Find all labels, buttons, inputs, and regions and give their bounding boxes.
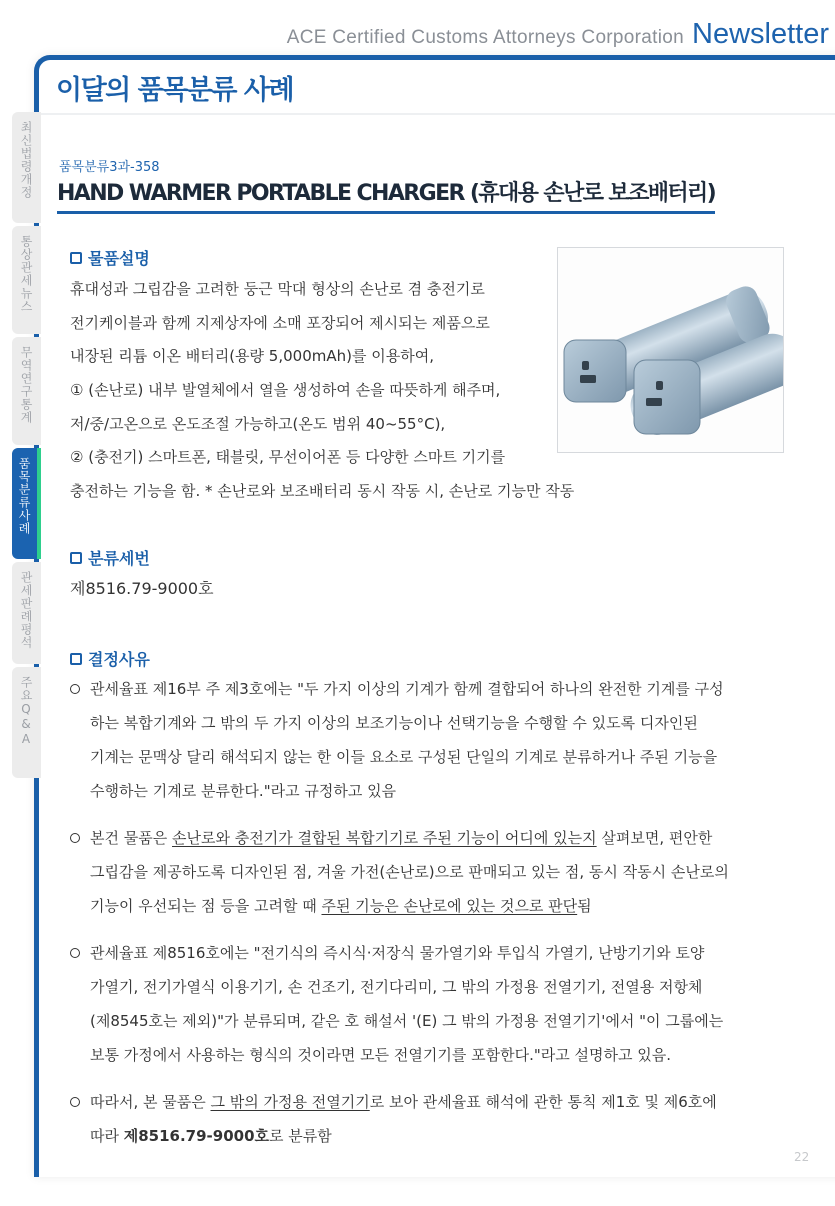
reason-line: 하는 복합기계와 그 밖의 두 가지 이상의 보조기능이나 선택기능을 수행할 수 있도록 디자인된 — [90, 714, 698, 732]
page-number: 22 — [794, 1150, 810, 1164]
reason-item — [70, 1085, 790, 1153]
reason-line: 그립감을 제공하도록 디자인된 점, 겨울 가전(손난로)으로 판매되고 있는 점, 동시 작동시 손난로의 — [90, 863, 729, 881]
reason-item — [70, 672, 790, 808]
product-photo — [557, 247, 784, 453]
product-title: HAND WARMER PORTABLE CHARGER (휴대용 손난로 보조배터리) — [57, 176, 715, 214]
reason-item — [70, 821, 790, 923]
square-bullet-icon — [70, 252, 82, 264]
circle-bullet-icon — [70, 684, 80, 694]
circle-bullet-icon — [70, 1097, 80, 1107]
square-bullet-icon — [70, 552, 82, 564]
circle-bullet-icon — [70, 833, 80, 843]
page-title: 이달의 품목분류 사례 — [56, 75, 294, 106]
side-tab-trade-research[interactable] — [12, 337, 41, 445]
reason-line: 보통 가정에서 사용하는 형식의 것이라면 모든 전열기기를 포함한다."라고 설명하고 있음. — [90, 1046, 671, 1064]
circle-bullet-icon — [70, 948, 80, 958]
description-line: ② (충전기) 스마트폰, 태블릿, 무선이어폰 등 다양한 스마트 기기를 — [70, 448, 506, 467]
newsletter-label: Newsletter — [692, 18, 829, 50]
org-name: ACE Certified Customs Attorneys Corporation — [286, 27, 684, 48]
description-line: 충전하는 기능을 함. * 손난로와 보조배터리 동시 작동 시, 손난로 기능만 작동 — [70, 482, 575, 501]
underlined-phrase: 손난로와 충전기가 결합된 복합기기로 주된 기능이 어디에 있는지 — [172, 829, 597, 847]
reason-line: 기능이 우선되는 점 등을 고려할 때 주된 기능은 손난로에 있는 것으로 판단됨 — [90, 897, 592, 915]
side-tab-trade-news[interactable] — [12, 226, 41, 334]
reason-line: 기계는 문맥상 달리 해석되지 않는 한 이들 요소로 구성된 단일의 기계로 분류하거나 주된 기능을 — [90, 748, 718, 766]
underlined-phrase: 그 밖의 가정용 전열기기 — [210, 1093, 370, 1111]
reason-line: 가열기, 전기가열식 이용기기, 손 건조기, 전기다리미, 그 밖의 가정용 전열기기, 전열용 저항체 — [90, 978, 703, 996]
product-description — [70, 273, 574, 509]
side-tab-label: 주요Q&A — [19, 676, 33, 747]
section-reasons-heading: 결정사유 — [70, 647, 150, 670]
reason-line: 본건 물품은 손난로와 충전기가 결합된 복합기기로 주된 기능이 어디에 있는지 살펴보면, 편안한 — [90, 829, 713, 847]
description-line: ① (손난로) 내부 발열체에서 열을 생성하여 손을 따뜻하게 해주며, — [70, 381, 501, 400]
reason-line: 관세율표 제8516호에는 "전기식의 즉시식·저장식 물가열기와 투입식 가열기, 난방기기와 토양 — [90, 944, 705, 962]
section-classification-heading: 분류세번 — [70, 546, 150, 569]
description-line: 내장된 리튬 이온 배터리(용량 5,000mAh)를 이용하여, — [70, 347, 434, 366]
case-number: 품목분류3과-358 — [59, 160, 160, 175]
reasons-list — [70, 672, 790, 1166]
bold-hs-code: 제8516.79-9000호 — [123, 1127, 270, 1145]
side-tab-label: 품목분류사례 — [17, 457, 31, 535]
side-tab-label: 관세판례평석 — [19, 571, 33, 649]
reason-line: (제8545호는 제외)"가 분류되며, 같은 호 해설서 '(E) 그 밖의 가정용 전열기기'에서 "이 그룹에는 — [90, 1012, 724, 1030]
reason-line: 수행하는 기계로 분류한다."라고 규정하고 있음 — [90, 782, 397, 800]
newsletter-header — [287, 18, 829, 51]
side-tab-case-law[interactable] — [12, 562, 41, 664]
reason-line: 관세율표 제16부 주 제3호에는 "두 가지 이상의 기계가 함께 결합되어 하나의 완전한 기계를 구성 — [90, 680, 724, 698]
side-tab-label: 통상관세뉴스 — [19, 235, 33, 313]
side-tab-label: 무역연구통계 — [19, 346, 33, 424]
description-line: 전기케이블과 함께 지제상자에 소매 포장되어 제시되는 제품으로 — [70, 313, 490, 332]
side-tab-classification-cases[interactable] — [12, 448, 41, 559]
reason-line: 따라서, 본 물품은 그 밖의 가정용 전열기기로 보아 관세율표 해석에 관한 통칙 제1호 및 제6호에 — [90, 1093, 717, 1111]
reason-item — [70, 936, 790, 1072]
description-line: 휴대성과 그립감을 고려한 둥근 막대 형상의 손난로 겸 충전기로 — [70, 280, 485, 298]
side-tab-label: 최신법령개정 — [19, 121, 33, 199]
section-description-heading: 물품설명 — [70, 246, 150, 269]
hs-code: 제8516.79-9000호 — [70, 579, 214, 598]
side-tab-law-updates[interactable] — [12, 112, 41, 223]
reason-line: 따라 제8516.79-9000호로 분류함 — [90, 1127, 332, 1145]
side-nav — [12, 112, 41, 781]
square-bullet-icon — [70, 653, 82, 665]
hand-warmer-illustration — [558, 248, 783, 452]
underlined-phrase: 주된 기능은 손난로에 있는 것으로 판단 — [321, 897, 578, 915]
description-line: 저/중/고온으로 온도조절 가능하고(온도 범위 40~55°C), — [70, 414, 446, 433]
title-divider — [39, 113, 835, 115]
side-tab-qna[interactable] — [12, 667, 41, 778]
